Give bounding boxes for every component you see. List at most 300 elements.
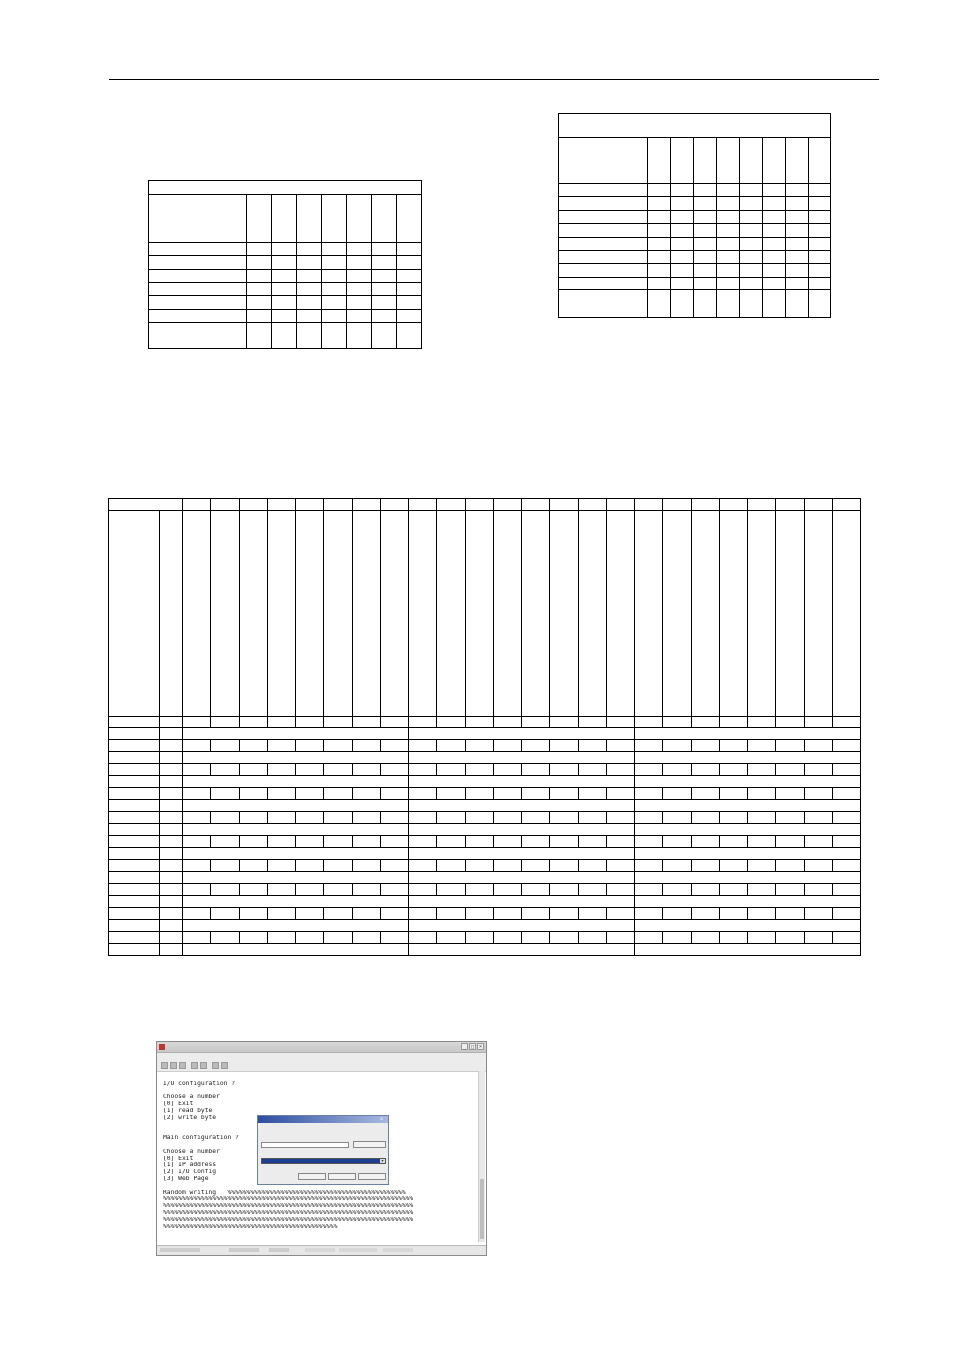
table-cell: [559, 264, 648, 277]
table-cell: [352, 511, 380, 717]
table-cell: [267, 812, 295, 824]
table-row: [109, 764, 861, 776]
table-cell: [606, 836, 634, 848]
table-row: [109, 511, 861, 717]
table-cell: [465, 764, 493, 776]
table-row: [109, 812, 861, 824]
table-cell: [786, 251, 809, 264]
terminal-line: [1] read byte: [163, 1107, 213, 1114]
table-cell: [763, 237, 786, 250]
table-row: [109, 908, 861, 920]
table-cell: [635, 884, 663, 896]
table-cell: [321, 256, 346, 269]
table-cell: [748, 836, 776, 848]
table-cell: [691, 788, 719, 800]
table-cell: [748, 511, 776, 717]
table-cell: [559, 277, 648, 289]
table-cell: [296, 242, 321, 255]
table-cell: [694, 137, 717, 183]
table-cell: [740, 210, 763, 223]
table-cell: [246, 283, 271, 296]
table-cell: [183, 812, 211, 824]
table-row: [559, 264, 831, 277]
terminal-line: %%%%%%%%%%%%%%%%%%%%%%%%%%%%%%%%%%%%%%%%%%%%%%%%%%%%%%%%%%%%%%%%%%: [163, 1209, 414, 1216]
status-bar: [157, 1245, 486, 1255]
table-cell: [109, 776, 160, 788]
table-cell: [832, 788, 860, 800]
properties-icon[interactable]: [212, 1062, 219, 1069]
table-cell: [160, 511, 183, 717]
table-cell: [465, 932, 493, 944]
vertical-scrollbar[interactable]: [478, 1071, 485, 1242]
table-cell: [352, 884, 380, 896]
table-cell: [396, 283, 421, 296]
table-cell: [832, 860, 860, 872]
table-cell: [809, 197, 831, 210]
table-cell: [160, 848, 183, 860]
table-cell: [559, 237, 648, 250]
table-cell: [635, 728, 861, 740]
table-cell: [740, 290, 763, 318]
table-cell: [160, 944, 183, 956]
table-cell: [371, 323, 396, 349]
table-cell: [109, 920, 160, 932]
table-cell: [559, 114, 831, 138]
table-cell: [380, 740, 408, 752]
table-cell: [396, 242, 421, 255]
table-cell: [804, 884, 832, 896]
table-cell: [346, 269, 371, 282]
table-cell: [776, 717, 804, 728]
table-cell: [380, 860, 408, 872]
table-cell: [648, 137, 671, 183]
table-cell: [321, 283, 346, 296]
table-cell: [748, 860, 776, 872]
table-cell: [804, 812, 832, 824]
table-cell: [550, 812, 578, 824]
table-cell: [465, 860, 493, 872]
table-cell: [149, 256, 247, 269]
table-cell: [578, 812, 606, 824]
table-cell: [211, 812, 239, 824]
table-cell: [324, 511, 352, 717]
table-cell: [409, 836, 437, 848]
table-cell: [786, 264, 809, 277]
table-cell: [719, 932, 747, 944]
table-cell: [160, 884, 183, 896]
table-cell: [409, 920, 635, 932]
table-cell: [648, 264, 671, 277]
dialog-input[interactable]: [261, 1142, 349, 1148]
table-cell: [635, 740, 663, 752]
terminal-line: %%%%%%%%%%%%%%%%%%%%%%%%%%%%%%%%%%%%%%%%%%%%%%: [163, 1223, 338, 1230]
table-cell: [663, 788, 691, 800]
terminal-line: [3] Web Page: [163, 1175, 209, 1182]
dialog-close-icon[interactable]: ×: [379, 1117, 384, 1122]
table-cell: [160, 896, 183, 908]
terminal-line: [1] IP address: [163, 1162, 217, 1169]
table-cell: [346, 195, 371, 242]
table-cell: [296, 283, 321, 296]
table-cell: [239, 499, 267, 511]
table-cell: [183, 800, 409, 812]
table-cell: [296, 499, 324, 511]
table-cell: [635, 860, 663, 872]
table-cell: [409, 932, 437, 944]
table-cell: [183, 836, 211, 848]
table-cell: [763, 184, 786, 197]
table-cell: [550, 932, 578, 944]
table-cell: [671, 237, 694, 250]
table-cell: [352, 764, 380, 776]
table-cell: [109, 944, 160, 956]
dialog-button-1[interactable]: [298, 1173, 326, 1180]
table-cell: [776, 511, 804, 717]
table-cell: [635, 824, 861, 836]
table-cell: [550, 860, 578, 872]
table-cell: [396, 296, 421, 309]
table-cell: [635, 836, 663, 848]
table-cell: [748, 740, 776, 752]
table-cell: [493, 511, 521, 717]
table-cell: [267, 908, 295, 920]
table-cell: [550, 908, 578, 920]
table-cell: [648, 184, 671, 197]
table-cell: [776, 836, 804, 848]
maximize-icon[interactable]: □: [470, 1044, 474, 1050]
table-cell: [109, 848, 160, 860]
table-cell: [493, 884, 521, 896]
table-cell: [691, 860, 719, 872]
table-cell: [211, 932, 239, 944]
table-cell: [324, 932, 352, 944]
table-cell: [160, 908, 183, 920]
table-cell: [635, 848, 861, 860]
table-cell: [324, 499, 352, 511]
table-cell: [671, 290, 694, 318]
table-cell: [296, 836, 324, 848]
table-row: [109, 717, 861, 728]
table-cell: [271, 256, 296, 269]
table-cell: [409, 812, 437, 824]
table-row: [149, 195, 422, 242]
table-cell: [691, 812, 719, 824]
table-cell: [296, 269, 321, 282]
table-cell: [717, 237, 740, 250]
table-cell: [239, 908, 267, 920]
table-cell: [550, 788, 578, 800]
terminal-line: Random writing %%%%%%%%%%%%%%%%%%%%%%%%%%%%%%%%%%%%%%%%%%%%%%%: [163, 1189, 406, 1196]
table-cell: [324, 884, 352, 896]
large-table: [108, 498, 861, 956]
table-cell: [635, 511, 663, 717]
table-cell: [493, 860, 521, 872]
table-cell: [740, 237, 763, 250]
table-cell: [663, 812, 691, 824]
table-cell: [271, 323, 296, 349]
scroll-thumb[interactable]: [480, 1179, 484, 1239]
table-cell: [786, 277, 809, 289]
table-cell: [522, 836, 550, 848]
table-cell: [437, 717, 465, 728]
table-cell: [559, 290, 648, 318]
chevron-down-icon: ▾: [381, 1158, 384, 1163]
table-cell: [694, 210, 717, 223]
table-cell: [465, 788, 493, 800]
table-cell: [804, 860, 832, 872]
table-cell: [296, 884, 324, 896]
table-cell: [321, 269, 346, 282]
table-cell: [324, 860, 352, 872]
table-cell: [522, 812, 550, 824]
table-cell: [183, 872, 409, 884]
table-cell: [786, 197, 809, 210]
table-cell: [748, 884, 776, 896]
table-row: [109, 932, 861, 944]
close-icon[interactable]: ×: [478, 1044, 482, 1050]
table-cell: [648, 277, 671, 289]
table-cell: [465, 908, 493, 920]
help-icon[interactable]: [221, 1062, 228, 1069]
table-cell: [267, 764, 295, 776]
table-cell: [183, 499, 211, 511]
table-cell: [239, 932, 267, 944]
table-cell: [211, 836, 239, 848]
table-cell: [578, 788, 606, 800]
table-cell: [522, 788, 550, 800]
table-cell: [550, 511, 578, 717]
minimize-icon[interactable]: _: [462, 1044, 466, 1050]
table-row: [109, 824, 861, 836]
table-cell: [296, 860, 324, 872]
table-cell: [149, 323, 247, 349]
table-cell: [804, 717, 832, 728]
table-cell: [109, 728, 160, 740]
table-cell: [691, 836, 719, 848]
table-cell: [691, 764, 719, 776]
table-cell: [321, 195, 346, 242]
table-cell: [717, 264, 740, 277]
table-cell: [606, 908, 634, 920]
header-rule: [109, 79, 879, 80]
table-cell: [380, 836, 408, 848]
table-cell: [271, 283, 296, 296]
table-cell: [776, 812, 804, 824]
table-cell: [324, 764, 352, 776]
table-cell: [380, 788, 408, 800]
table-cell: [763, 137, 786, 183]
table-cell: [465, 740, 493, 752]
table-row: [559, 251, 831, 264]
table-cell: [740, 137, 763, 183]
table-cell: [740, 224, 763, 237]
table-cell: [606, 740, 634, 752]
table-cell: [396, 323, 421, 349]
table-row: [559, 237, 831, 250]
table-row: [109, 752, 861, 764]
dialog-window: [257, 1115, 389, 1185]
table-cell: [804, 788, 832, 800]
table-cell: [748, 908, 776, 920]
table-cell: [635, 896, 861, 908]
table-cell: [786, 224, 809, 237]
table-cell: [409, 511, 437, 717]
table-cell: [493, 836, 521, 848]
table-cell: [211, 860, 239, 872]
table-cell: [239, 740, 267, 752]
table-cell: [804, 511, 832, 717]
table-cell: [149, 195, 247, 242]
table-cell: [409, 717, 437, 728]
table-cell: [809, 210, 831, 223]
table-cell: [371, 195, 396, 242]
save-icon[interactable]: [179, 1062, 186, 1069]
table-cell: [321, 309, 346, 322]
table-cell: [183, 932, 211, 944]
table-cell: [296, 309, 321, 322]
table-cell: [578, 499, 606, 511]
table-cell: [267, 511, 295, 717]
table-cell: [109, 740, 160, 752]
table-cell: [324, 908, 352, 920]
table-cell: [635, 944, 861, 956]
dialog-button-3[interactable]: [358, 1173, 386, 1180]
table-cell: [719, 860, 747, 872]
table-cell: [183, 908, 211, 920]
table-row: [559, 224, 831, 237]
terminal-line: [163, 1074, 477, 1081]
table-cell: [648, 197, 671, 210]
table-cell: [606, 788, 634, 800]
table-row: [149, 283, 422, 296]
table-cell: [380, 511, 408, 717]
connect-icon[interactable]: [191, 1062, 198, 1069]
disconnect-icon[interactable]: [200, 1062, 207, 1069]
table-cell: [160, 788, 183, 800]
right-table: [558, 113, 831, 318]
table-cell: [211, 764, 239, 776]
table-cell: [109, 788, 160, 800]
table-cell: [663, 860, 691, 872]
table-cell: [109, 932, 160, 944]
table-cell: [606, 860, 634, 872]
table-cell: [183, 944, 409, 956]
table-row: [109, 896, 861, 908]
window-titlebar: [157, 1042, 486, 1053]
table-row: [109, 920, 861, 932]
table-cell: [493, 717, 521, 728]
table-cell: [740, 264, 763, 277]
table-cell: [550, 740, 578, 752]
app-icon: [159, 1044, 165, 1050]
table-cell: [271, 309, 296, 322]
table-cell: [183, 788, 211, 800]
terminal-line: [2] I/O Config: [163, 1169, 217, 1176]
table-cell: [559, 137, 648, 183]
table-cell: [380, 764, 408, 776]
table-cell: [671, 197, 694, 210]
table-cell: [409, 884, 437, 896]
table-cell: [183, 752, 409, 764]
dialog-select[interactable]: [261, 1158, 386, 1164]
table-cell: [149, 309, 247, 322]
table-cell: [522, 717, 550, 728]
table-cell: [663, 717, 691, 728]
table-cell: [409, 740, 437, 752]
table-cell: [437, 511, 465, 717]
table-row: [109, 776, 861, 788]
table-cell: [717, 277, 740, 289]
table-cell: [380, 908, 408, 920]
table-cell: [183, 860, 211, 872]
table-cell: [324, 812, 352, 824]
table-cell: [437, 499, 465, 511]
table-cell: [550, 717, 578, 728]
table-cell: [324, 788, 352, 800]
table-cell: [160, 836, 183, 848]
table-cell: [606, 717, 634, 728]
table-cell: [271, 242, 296, 255]
new-icon[interactable]: [161, 1062, 168, 1069]
table-cell: [160, 752, 183, 764]
table-cell: [380, 812, 408, 824]
table-cell: [493, 932, 521, 944]
table-cell: [493, 908, 521, 920]
dialog-button-2[interactable]: [328, 1173, 356, 1180]
table-cell: [267, 499, 295, 511]
table-cell: [109, 752, 160, 764]
table-row: [109, 860, 861, 872]
table-cell: [717, 184, 740, 197]
table-cell: [239, 717, 267, 728]
table-cell: [719, 511, 747, 717]
table-cell: [832, 812, 860, 824]
table-cell: [578, 836, 606, 848]
table-cell: [694, 224, 717, 237]
table-row: [149, 256, 422, 269]
table-cell: [809, 277, 831, 289]
table-row: [149, 181, 422, 195]
table-cell: [239, 764, 267, 776]
table-cell: [267, 860, 295, 872]
terminal-line: [2] write byte: [163, 1114, 217, 1121]
table-cell: [409, 860, 437, 872]
table-cell: [371, 296, 396, 309]
table-cell: [578, 717, 606, 728]
table-cell: [717, 290, 740, 318]
open-icon[interactable]: [170, 1062, 177, 1069]
table-cell: [211, 788, 239, 800]
table-cell: [352, 740, 380, 752]
table-cell: [211, 511, 239, 717]
table-cell: [346, 256, 371, 269]
table-cell: [776, 860, 804, 872]
table-cell: [648, 251, 671, 264]
table-cell: [522, 511, 550, 717]
table-cell: [748, 764, 776, 776]
table-cell: [267, 740, 295, 752]
table-cell: [578, 511, 606, 717]
table-cell: [832, 884, 860, 896]
table-cell: [786, 137, 809, 183]
table-cell: [694, 277, 717, 289]
table-cell: [522, 764, 550, 776]
table-cell: [239, 860, 267, 872]
dialog-browse-button[interactable]: [353, 1141, 386, 1148]
table-cell: [663, 511, 691, 717]
table-cell: [671, 277, 694, 289]
small-table: [148, 180, 422, 349]
